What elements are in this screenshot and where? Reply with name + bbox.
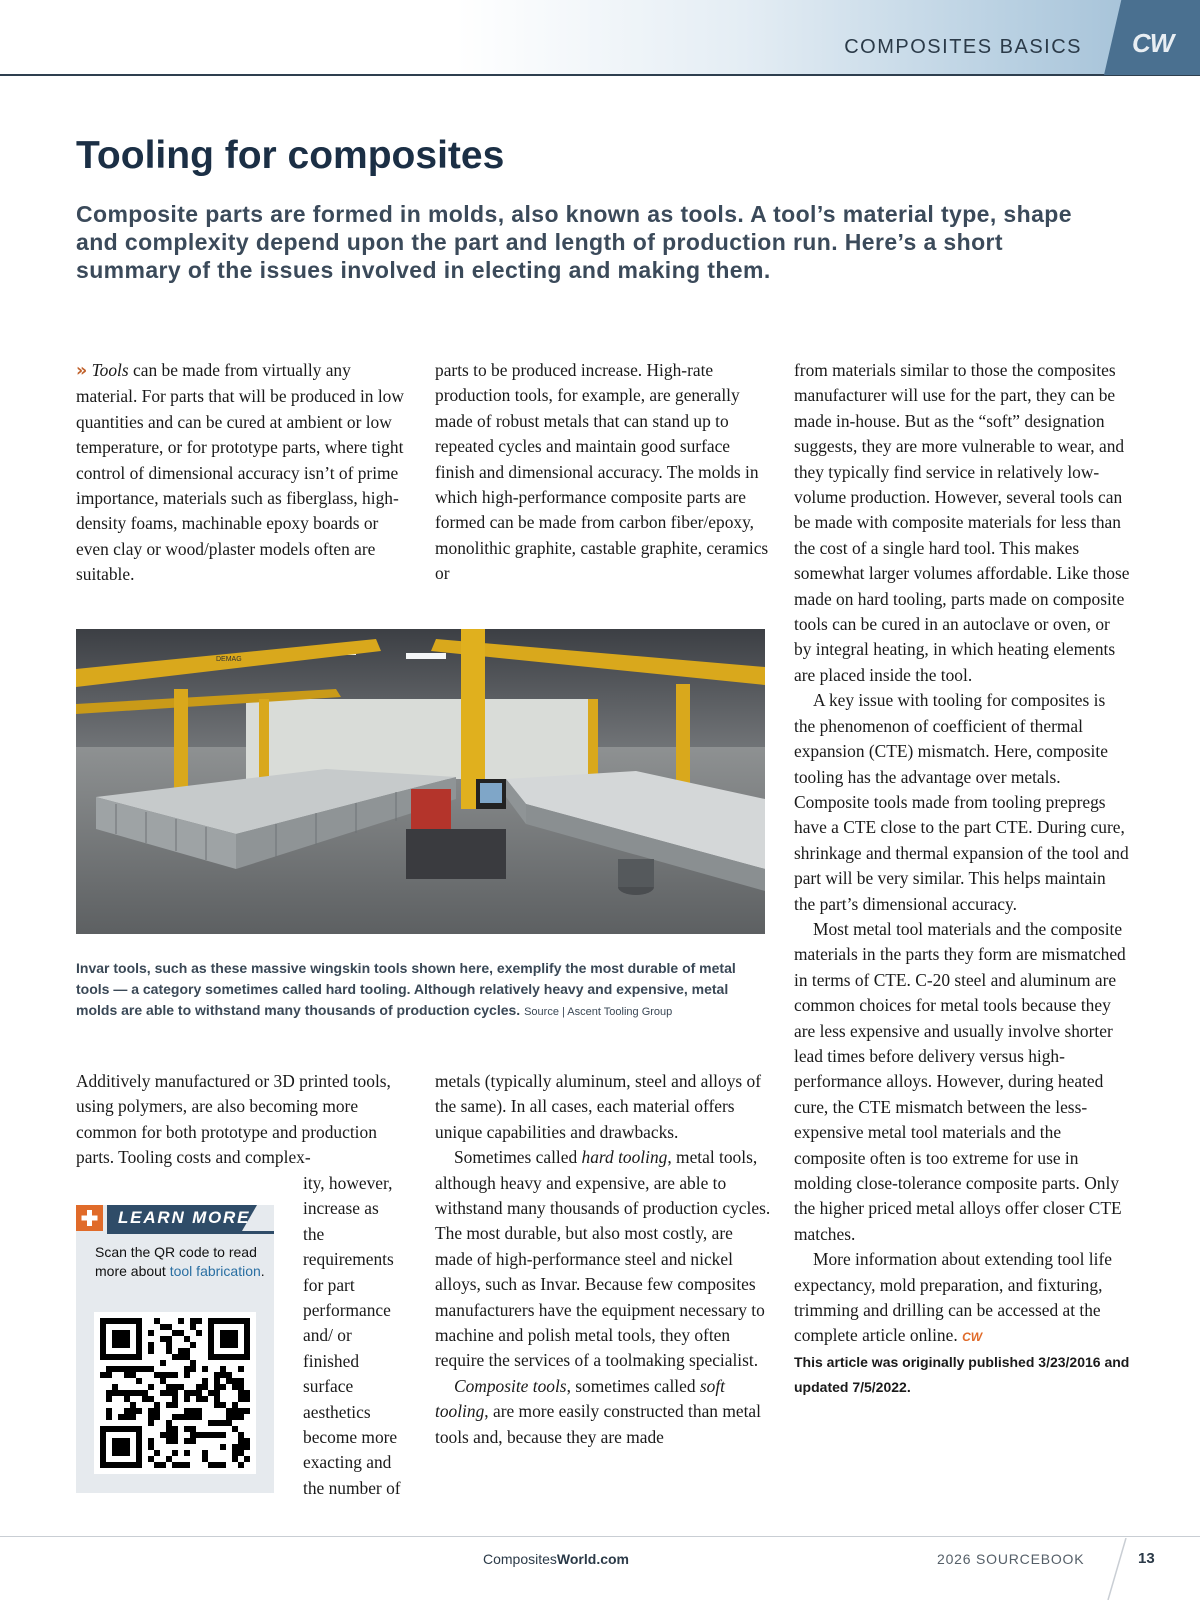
header-rule xyxy=(0,74,1200,76)
learn-more-text xyxy=(95,1243,265,1281)
footer-sourcebook: 2026 SOURCEBOOK xyxy=(937,1551,1085,1567)
body-column-1-top xyxy=(76,358,414,588)
term-hard-tooling: hard tooling xyxy=(581,1147,668,1168)
lead-word: Tools xyxy=(91,360,129,380)
term-soft-tooling: soft tooling xyxy=(435,1375,726,1422)
body-text: ity, however, increase as the requirements for part performance and/ or finished surface aesthetics become more exacting and the number of xyxy=(303,1173,401,1498)
body-text: from materials similar to those the composites manufacturer will use for the part, they can be made in-house. But as the “soft” designation suggests, they are more vulnerable to wear, and they typically find service in relatively low-volume production. However, several tools can be made with composite materials for less than the cost of a single hard tool. This makes somewhat larger volumes affordable. Like those made on hard tooling, parts made on composite tools can be cured in an autoclave or oven, or by integral heating, in which heating elements are placed inside the tool. xyxy=(794,360,1130,685)
page-title: Tooling for composites xyxy=(76,134,505,177)
footer-site xyxy=(483,1551,629,1567)
qr-code[interactable] xyxy=(94,1312,256,1474)
article-deck: Composite parts are formed in molds, also known as tools. A tool’s material type, shape and complexity depend upon the part and length of production run. Here’s a short summary of the issues involved in electing and making them. xyxy=(76,201,1072,283)
body-text: A key issue with tooling for composites is the phenomenon of coefficient of thermal expansion (CTE) mismatch. Here, composite tooling has the advantage over metals. Composite tools made from tooling prepregs have a CTE close to the part CTE. During cure, shrinkage and thermal expansion of the tool and part will be very similar. This helps maintain the part’s dimensional accuracy. xyxy=(794,690,1129,914)
body-text: metals (typically aluminum, steel and alloys of the same). In all cases, each material offers unique capabilities and drawbacks. xyxy=(435,1071,761,1142)
learn-more-prompt: Scan the QR code to read more about xyxy=(95,1244,257,1279)
tool-fabrication-link[interactable]: tool fabrication xyxy=(169,1263,261,1279)
photo-caption xyxy=(76,958,766,1023)
body-text: parts to be produced increase. High-rate production tools, for example, are generally made of robust metals that can stand up to repeated cycles and maintain good surface finish and dimensional accuracy. The molds in which high-performance composite parts are formed can be made from carbon fiber/epoxy, monolithic graphite, castable graphite, ceramics or xyxy=(435,360,769,584)
crane-label: DEMAG xyxy=(216,656,242,663)
body-text: Additively manufactured or 3D printed tools, using polymers, are also becoming more common for both prototype and production parts. Tooling costs and complex- xyxy=(76,1071,391,1168)
footer-divider xyxy=(1102,1538,1130,1600)
cw-logo: CW xyxy=(1132,28,1174,58)
plus-icon xyxy=(76,1205,103,1231)
learn-more-rule xyxy=(107,1231,274,1234)
body-column-1-bottom xyxy=(76,1069,414,1171)
body-column-2-top xyxy=(435,358,771,587)
chevron-icon: » xyxy=(76,361,88,381)
term-composite-tools: Composite tools xyxy=(454,1375,567,1396)
end-mark-logo: CW xyxy=(962,1330,983,1345)
footer-rule xyxy=(0,1536,1200,1537)
body-text: More information about extending tool life expectancy, mold preparation, and fixturing, trimming and drilling can be accessed at the complete article online. xyxy=(794,1249,1112,1346)
body-column-2-bottom xyxy=(435,1069,771,1450)
body-text: Sometimes called xyxy=(454,1147,582,1168)
publication-note: This article was originally published 3/23/2016 and updated 7/5/2022. xyxy=(794,1353,1130,1395)
caption-text: Invar tools, such as these massive wingskin tools shown here, exemplify the most durable of metal tools — a category sometimes called hard tooling. Although relatively heavy and expensive, metal molds are able to withstand many thousands of production cycles. xyxy=(76,960,736,1018)
section-label: COMPOSITES BASICS xyxy=(844,36,1082,58)
tooling-photo xyxy=(76,629,765,934)
learn-more-label: LEARN MORE xyxy=(118,1208,251,1227)
body-text: , are more easily constructed than metal tools and, because they are made xyxy=(435,1401,761,1447)
body-text: , sometimes called xyxy=(566,1375,700,1396)
footer-site-prefix: Composites xyxy=(483,1551,557,1567)
body-text: , metal tools, although heavy and expensive, are able to withstand many thousands of production cycles. The most durable, but also most costly, are made of high-performance steel and nickel alloys, such as Invar. Because few composites manufacturers have the equipment necessary to machine and polish metal tools, they often require the services of a toolmaking specialist. xyxy=(435,1147,771,1371)
photo-source: Source | Ascent Tooling Group xyxy=(524,1006,673,1018)
body-text: can be made from virtually any material. For parts that will be produced in low quantities and can be cured at ambient or low temperature, or for prototype parts, where tight control of dimensional accuracy isn’t of prime importance, materials such as fiberglass, high-density foams, machinable epoxy boards or even clay or wood/plaster models often are suitable. xyxy=(76,360,404,585)
body-text: Most metal tool materials and the composite materials in the parts they form are mismatched in terms of CTE. C-20 steel and aluminum are common choices for metal tools because they are less expensive and usually involve shorter lead times before delivery versus high-performance alloys. However, during heated cure, the CTE mismatch between the less-expensive metal tool materials and the composite often is too extreme for use in molding close-tolerance composite parts. Only the higher priced metal alloys offer closer CTE matches. xyxy=(794,918,1126,1244)
body-column-3 xyxy=(794,358,1130,1400)
page-number: 13 xyxy=(1138,1550,1155,1567)
body-column-1-narrow xyxy=(303,1171,403,1501)
learn-more-period: . xyxy=(260,1263,265,1279)
footer-site-bold: World.com xyxy=(556,1551,629,1567)
